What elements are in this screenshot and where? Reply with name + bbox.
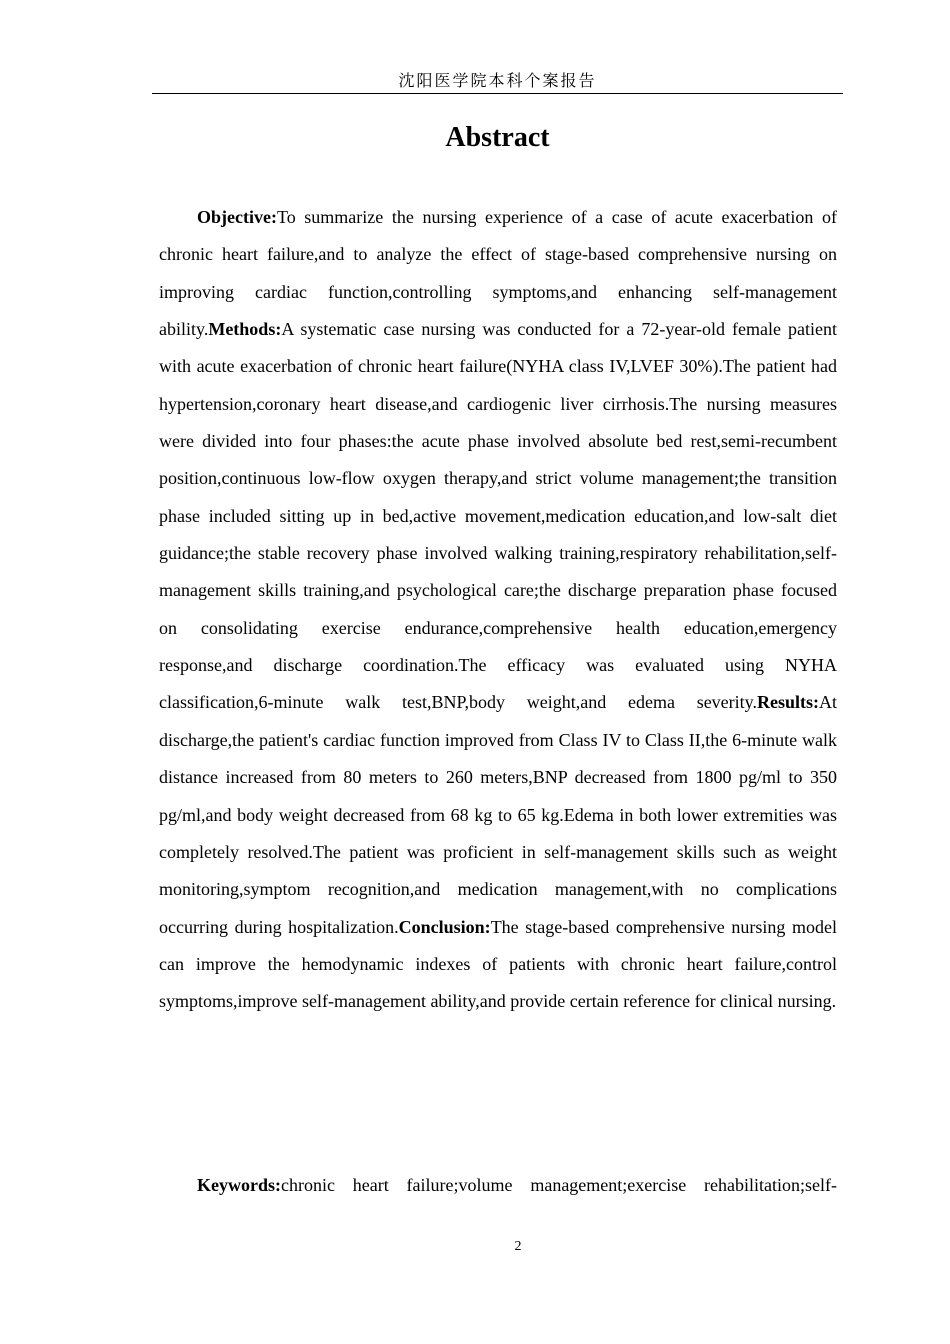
results-label: Results: <box>757 692 819 713</box>
objective-label: Objective: <box>197 207 277 227</box>
objective-text: To summarize the nursing experience of a case of acute exacerbation of chronic heart failure,and to analyze the effect of stage-based comprehensive nursing on improving cardiac function,controlling symptoms,and enhancing self-management ability. <box>159 207 837 340</box>
keywords-paragraph <box>159 1167 837 1204</box>
methods-label: Methods: <box>208 319 282 340</box>
abstract-paragraph <box>159 199 837 1021</box>
results-text: At discharge,the patient's cardiac function improved from Class IV to Class II,the 6-minute walk distance increased from 80 meters to 260 meters,BNP decreased from 1800 pg/ml to 350 pg/ml,and body weight decreased from 68 kg to 65 kg.Edema in both lower extremities was completely resolved.The patient was proficient in self-management skills such as weight monitoring,symptom recognition,and medication management,with no complications occurring during hospitalization. <box>159 692 837 937</box>
header-divider <box>152 93 843 94</box>
page-number: 2 <box>514 1239 522 1254</box>
methods-text: A systematic case nursing was conducted for a 72-year-old female patient with acute exacerbation of chronic heart failure(NYHA class IV,LVEF 30%).The patient had hypertension,coronary heart disease,and cardiogenic liver cirrhosis.The nursing measures were divided into four phases:the acute phase involved absolute bed rest,semi-recumbent position,continuous low-flow oxygen therapy,and strict volume management;the transition phase included sitting up in bed,active movement,medication education,and low-salt diet guidance;the stable recovery phase involved walking training,respiratory rehabilitation,self-management skills training,and psychological care;the discharge preparation phase focused on consolidating exercise endurance,comprehensive health education,emergency response,and discharge coordination.The efficacy was evaluated using NYHA classification,6-minute walk test,BNP,body weight,and edema severity. <box>159 319 837 713</box>
keywords-text: chronic heart failure;volume management;exercise rehabilitation;self- <box>281 1175 837 1195</box>
running-header: 沈阳医学院本科个案报告 <box>398 71 597 90</box>
conclusion-text: The stage-based comprehensive nursing model can improve the hemodynamic indexes of patients with chronic heart failure,control symptoms,improve self-management ability,and provide certain reference for clinical nursing. <box>159 916 837 1012</box>
conclusion-label: Conclusion: <box>398 916 491 937</box>
page-title: Abstract <box>445 122 550 153</box>
keywords-label: Keywords: <box>197 1175 281 1195</box>
